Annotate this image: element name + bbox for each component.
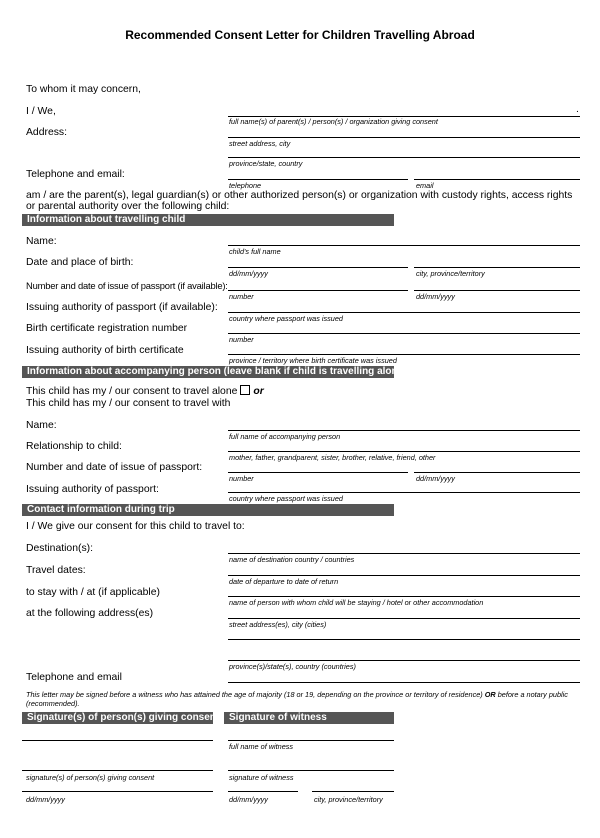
telephone-line[interactable] (228, 179, 408, 180)
dob-date-caption: dd/mm/yyyy (229, 269, 268, 278)
section-header-witness-signature: Signature of witness (224, 712, 394, 724)
witness-note-after: before a notary public (recommended). (26, 690, 568, 708)
stay-street-line[interactable] (228, 618, 580, 619)
travel-dates-label: Travel dates: (26, 565, 86, 576)
birth-cert-line[interactable] (228, 333, 580, 334)
accompany-name-line[interactable] (228, 430, 580, 431)
destination-caption: name of destination country / countries (229, 555, 355, 564)
passport-country-line[interactable] (228, 312, 580, 313)
accompany-passport-date-line[interactable] (414, 472, 580, 473)
destination-line[interactable] (228, 553, 580, 554)
relationship-line[interactable] (228, 451, 580, 452)
witness-city-line[interactable] (312, 791, 394, 792)
accompany-authority-line[interactable] (228, 492, 580, 493)
passport-label: Number and date of issue of passport (if available): (26, 280, 228, 291)
travel-with-text: This child has my / our consent to travel with (26, 398, 231, 409)
destination-label: Destination(s): (26, 543, 93, 554)
page-title: Recommended Consent Letter for Children Travelling Abroad (125, 28, 475, 42)
accompany-passport-number-caption: number (229, 474, 254, 483)
witness-name-caption: full name of witness (229, 742, 294, 751)
relationship-caption: mother, father, grandparent, sister, brother, relative, friend, other (229, 453, 436, 462)
consent-signature-top-line[interactable] (22, 740, 213, 741)
period-mark: . (576, 104, 579, 115)
birth-cert-caption: number (229, 335, 254, 344)
email-caption: email (416, 181, 434, 190)
witness-city-caption: city, province/territory (314, 795, 383, 804)
salutation: To whom it may concern, (26, 84, 141, 95)
or-text: or (253, 386, 264, 397)
consent-date-caption: dd/mm/yyyy (26, 795, 65, 804)
witness-note-before: This letter may be signed before a witness who has attained the age of majority (18 or 19, depending on the province or territory of residence) (26, 690, 485, 699)
travel-alone-text: This child has my / our consent to travel alone (26, 386, 238, 397)
child-name-line[interactable] (228, 245, 580, 246)
passport-authority-label: Issuing authority of passport (if available): (26, 302, 218, 313)
section-header-child: Information about travelling child (22, 214, 394, 226)
travel-alone-checkbox[interactable] (240, 385, 250, 395)
accompany-name-caption: full name of accompanying person (229, 432, 341, 441)
birth-cert-label: Birth certificate registration number (26, 323, 188, 334)
stay-street-caption: street address(es), city (cities) (229, 620, 327, 629)
section-header-consent-signature: Signature(s) of person(s) giving consent (22, 712, 213, 724)
accompany-name-label: Name: (26, 420, 57, 431)
consent-signature-line[interactable] (22, 770, 213, 771)
email-line[interactable] (414, 179, 580, 180)
consent-signature-caption: signature(s) of person(s) giving consent (26, 773, 155, 782)
contact-phone-line[interactable] (228, 682, 580, 683)
passport-country-caption: country where passport was issued (229, 314, 343, 323)
province-line[interactable] (228, 157, 580, 158)
custody-statement: am / are the parent(s), legal guardian(s) or other authorized person(s) or organization with custody rights, access rights or parental authority over the following child: (26, 190, 573, 212)
telephone-caption: telephone (229, 181, 262, 190)
contact-phone-label: Telephone and email (26, 672, 122, 683)
destination-consent-text: I / We give our consent for this child to travel to: (26, 521, 245, 532)
stay-address-label: at the following address(es) (26, 608, 154, 619)
accompany-passport-label: Number and date of issue of passport: (26, 462, 203, 473)
travel-alone-row (26, 385, 264, 397)
stay-with-label: to stay with / at (if applicable) (26, 587, 160, 598)
passport-date-line[interactable] (414, 290, 580, 291)
travel-dates-line[interactable] (228, 575, 580, 576)
witness-name-line[interactable] (228, 740, 394, 741)
birth-authority-line[interactable] (228, 354, 580, 355)
birth-authority-caption: province / territory where birth certificate was issued (229, 356, 397, 365)
section-header-contact: Contact information during trip (22, 504, 394, 516)
witness-note (26, 690, 571, 708)
stay-with-line[interactable] (228, 596, 580, 597)
stay-address-line-2[interactable] (228, 639, 580, 640)
passport-number-line[interactable] (228, 290, 408, 291)
stay-with-caption: name of person with whom child will be staying / hotel or other accommodation (229, 598, 484, 607)
child-name-label: Name: (26, 236, 57, 247)
street-caption: street address, city (229, 139, 291, 148)
passport-number-caption: number (229, 292, 254, 301)
witness-date-line[interactable] (228, 791, 298, 792)
dob-label: Date and place of birth: (26, 257, 134, 268)
consent-date-line[interactable] (22, 791, 213, 792)
witness-signature-caption: signature of witness (229, 773, 294, 782)
street-line[interactable] (228, 137, 580, 138)
accompany-passport-number-line[interactable] (228, 472, 408, 473)
accompany-passport-date-caption: dd/mm/yyyy (416, 474, 455, 483)
witness-note-or: OR (484, 690, 496, 699)
accompany-authority-label: Issuing authority of passport: (26, 484, 159, 495)
child-name-caption: child's full name (229, 247, 281, 256)
accompany-authority-caption: country where passport was issued (229, 494, 343, 503)
travel-dates-caption: date of departure to date of return (229, 577, 339, 586)
phone-email-label: Telephone and email: (26, 169, 125, 180)
address-label: Address: (26, 127, 68, 138)
parent-names-caption: full name(s) of parent(s) / person(s) / organization giving consent (229, 117, 438, 126)
dob-date-line[interactable] (228, 267, 408, 268)
we-label: I / We, (26, 106, 56, 117)
birth-authority-label: Issuing authority of birth certificate (26, 345, 184, 356)
dob-city-caption: city, province/territory (416, 269, 485, 278)
passport-date-caption: dd/mm/yyyy (416, 292, 455, 301)
province-caption: province/state, country (229, 159, 303, 168)
dob-city-line[interactable] (414, 267, 580, 268)
stay-province-caption: province(s)/state(s), country (countries) (229, 662, 356, 671)
witness-signature-line[interactable] (228, 770, 394, 771)
relationship-label: Relationship to child: (26, 441, 122, 452)
stay-province-line[interactable] (228, 660, 580, 661)
witness-date-caption: dd/mm/yyyy (229, 795, 268, 804)
section-header-accompany: Information about accompanying person (leave blank if child is travelling alone) (22, 366, 394, 378)
